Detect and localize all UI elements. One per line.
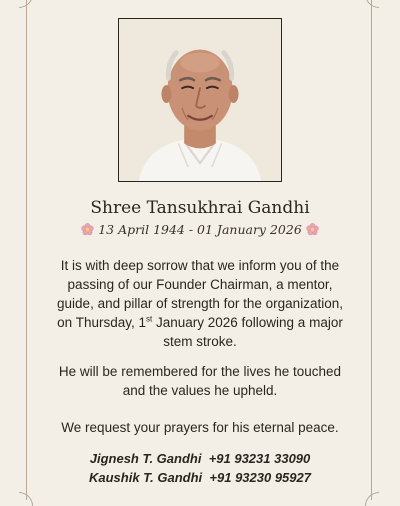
border-corner-bottom-right	[365, 492, 379, 506]
contact-phone[interactable]: +91 93231 33090	[208, 451, 311, 466]
life-dates	[0, 222, 400, 237]
remembrance-paragraph: He will be remembered for the lives he touched and the values he upheld.	[58, 364, 342, 398]
contact-name: Kaushik T. Gandhi	[89, 470, 203, 485]
border-corner-top-left	[19, 0, 33, 8]
border-corner-top-right	[365, 0, 379, 8]
announcement-paragraph	[48, 256, 352, 351]
flower-icon	[306, 223, 319, 236]
ordinal-suffix: st	[145, 314, 153, 324]
announcement-text-end: January 2026 following a major stem stroke.	[152, 315, 343, 349]
border-corner-bottom-left	[19, 492, 33, 506]
contact-row	[0, 468, 400, 487]
flower-icon	[81, 223, 94, 236]
contact-list	[0, 449, 400, 487]
contact-name: Jignesh T. Gandhi	[89, 451, 202, 466]
contact-row	[0, 449, 400, 468]
announcement-text-start: It is with deep sorrow that we inform you of the passing of our Founder Chairman, a mentor, guide, and pillar of strength for the organization, on Thursday, 1	[57, 258, 343, 330]
contact-phone[interactable]: +91 93230 95927	[209, 470, 311, 485]
deceased-name: Shree Tansukhrai Gandhi	[90, 198, 310, 218]
life-dates-text: 13 April 1944 - 01 January 2026	[98, 222, 302, 237]
prayer-request-paragraph: We request your prayers for his eternal peace.	[61, 420, 339, 435]
portrait-photo	[118, 18, 282, 182]
